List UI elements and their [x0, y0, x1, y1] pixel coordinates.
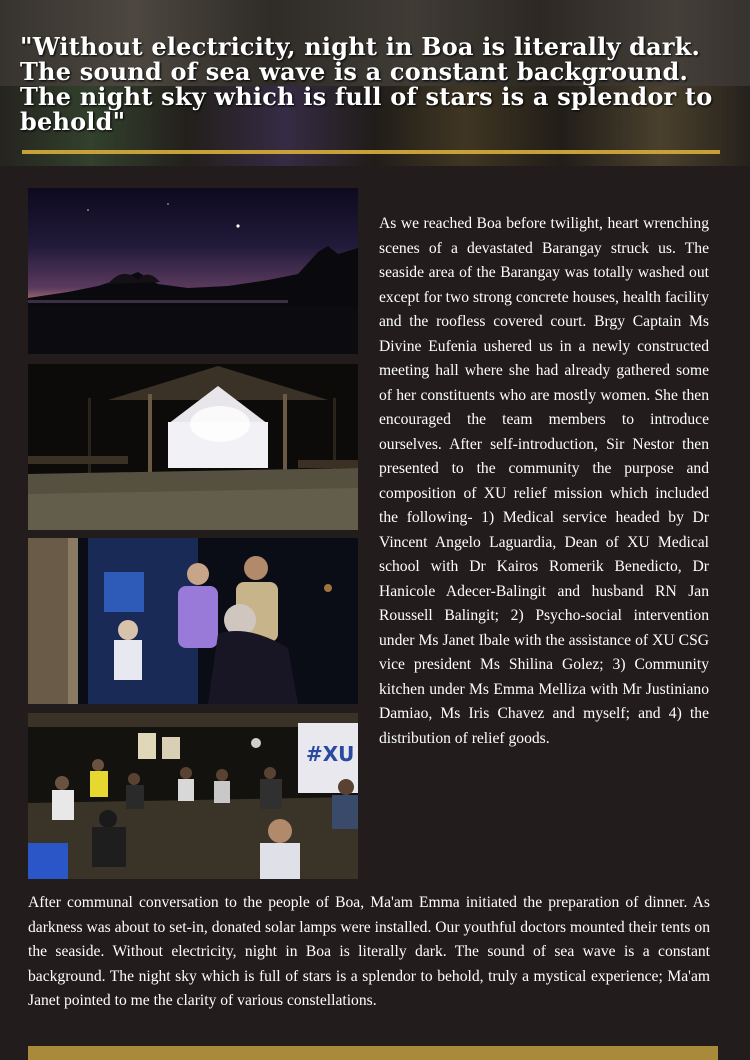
footer-bar [28, 1046, 718, 1060]
sunset-sea-icon [28, 188, 358, 354]
gold-divider [22, 150, 720, 154]
header-banner [0, 0, 750, 166]
circle-gathering-icon [28, 713, 358, 879]
circle-of-people-at-night-photo [28, 713, 358, 879]
meeting-hall-icon [28, 364, 358, 530]
lit-meeting-hall-photo [28, 364, 358, 530]
xu-banner-text: #XU [306, 742, 355, 766]
header-quote: "Without electricity, night in Boa is literally dark. The sound of sea wave is a constant background. The night sky which is full of stars is a splendor to behold" [20, 32, 713, 136]
night-community-gathering-photo [28, 538, 358, 704]
sunset-sea-photo [28, 188, 358, 354]
article-paragraph-1: As we reached Boa before twilight, heart wrenching scenes of a devastated Barangay struck us. The seaside area of the Barangay was totally washed out except for two strong concrete houses, health facility and the roofless covered court. Brgy Captain Ms Divine Eufenia ushered us in a newly constructed meeting hall where she had already gathered some of her constituents who are mostly women. She then encouraged the team members to introduce ourselves. After self-introduction, Sir Nestor then presented to the community the purpose and composition of XU relief mission which included the following- 1) Medical service headed by Dr Vincent Angelo Laguardia, Dean of XU Medical school with Dr Kairos Romerik Benedicto, Dr Hanicole Adecer-Balingit and husband RN Jan Roussell Balingit; 2) Psycho-social intervention under Ms Janet Ibale with the assistance of XU CSG vice president Ms Shilina Golez; 3) Community kitchen under Ms Emma Melliza with Mr Justiniano Damiao, Ms Iris Chavez and myself; and 4) the distribution of relief goods. [379, 215, 709, 747]
night-gathering-icon [28, 538, 358, 704]
article-paragraph-2: After communal conversation to the people of Boa, Ma'am Emma initiated the preparation of dinner. As darkness was about to set-in, donated solar lamps were installed. Our youthful doctors mounted their tents on the seaside. Without electricity, night in Boa is literally dark. The sound of sea wave is a constant background. The night sky which is full of stars is a splendor to behold, truly a mystical experience; Ma'am Janet pointed to me the clarity of various constellations. [28, 894, 710, 1009]
